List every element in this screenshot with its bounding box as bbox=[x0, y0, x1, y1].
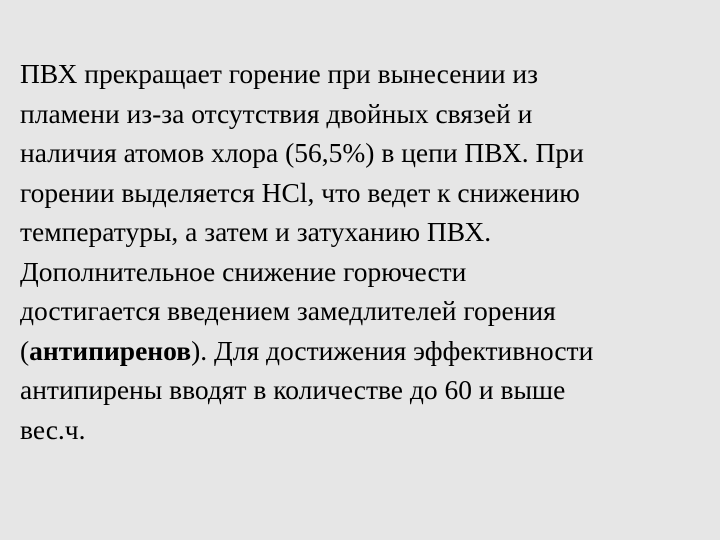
text-line-7: достигается введением замедлителей горения bbox=[20, 295, 556, 326]
text-line-4: горении выделяется HCl, что ведет к снижению bbox=[20, 176, 580, 208]
text-line-3: наличия атомов хлора (56,5%) в цепи ПВХ. При bbox=[20, 137, 584, 168]
text-line-9: антипирены вводят в количестве до 60 и выше bbox=[20, 374, 566, 405]
open-paren: ( bbox=[20, 334, 30, 366]
text-line-6: Дополнительное снижение горючести bbox=[20, 255, 467, 287]
text-line-10: вес.ч. bbox=[20, 413, 86, 445]
body-paragraph bbox=[20, 54, 710, 449]
text-line-1: ПВХ прекращает горение при вынесении из bbox=[20, 58, 539, 89]
bold-term-antipireny: антипиренов bbox=[29, 334, 192, 366]
text-line-8 bbox=[20, 331, 710, 371]
text-line-2: пламени из-за отсутствия двойных связей и bbox=[20, 97, 533, 129]
text-line-5: температуры, а затем и затуханию ПВХ. bbox=[20, 216, 492, 247]
text-line-8-rest: ). Для достижения эффективности bbox=[191, 334, 594, 366]
